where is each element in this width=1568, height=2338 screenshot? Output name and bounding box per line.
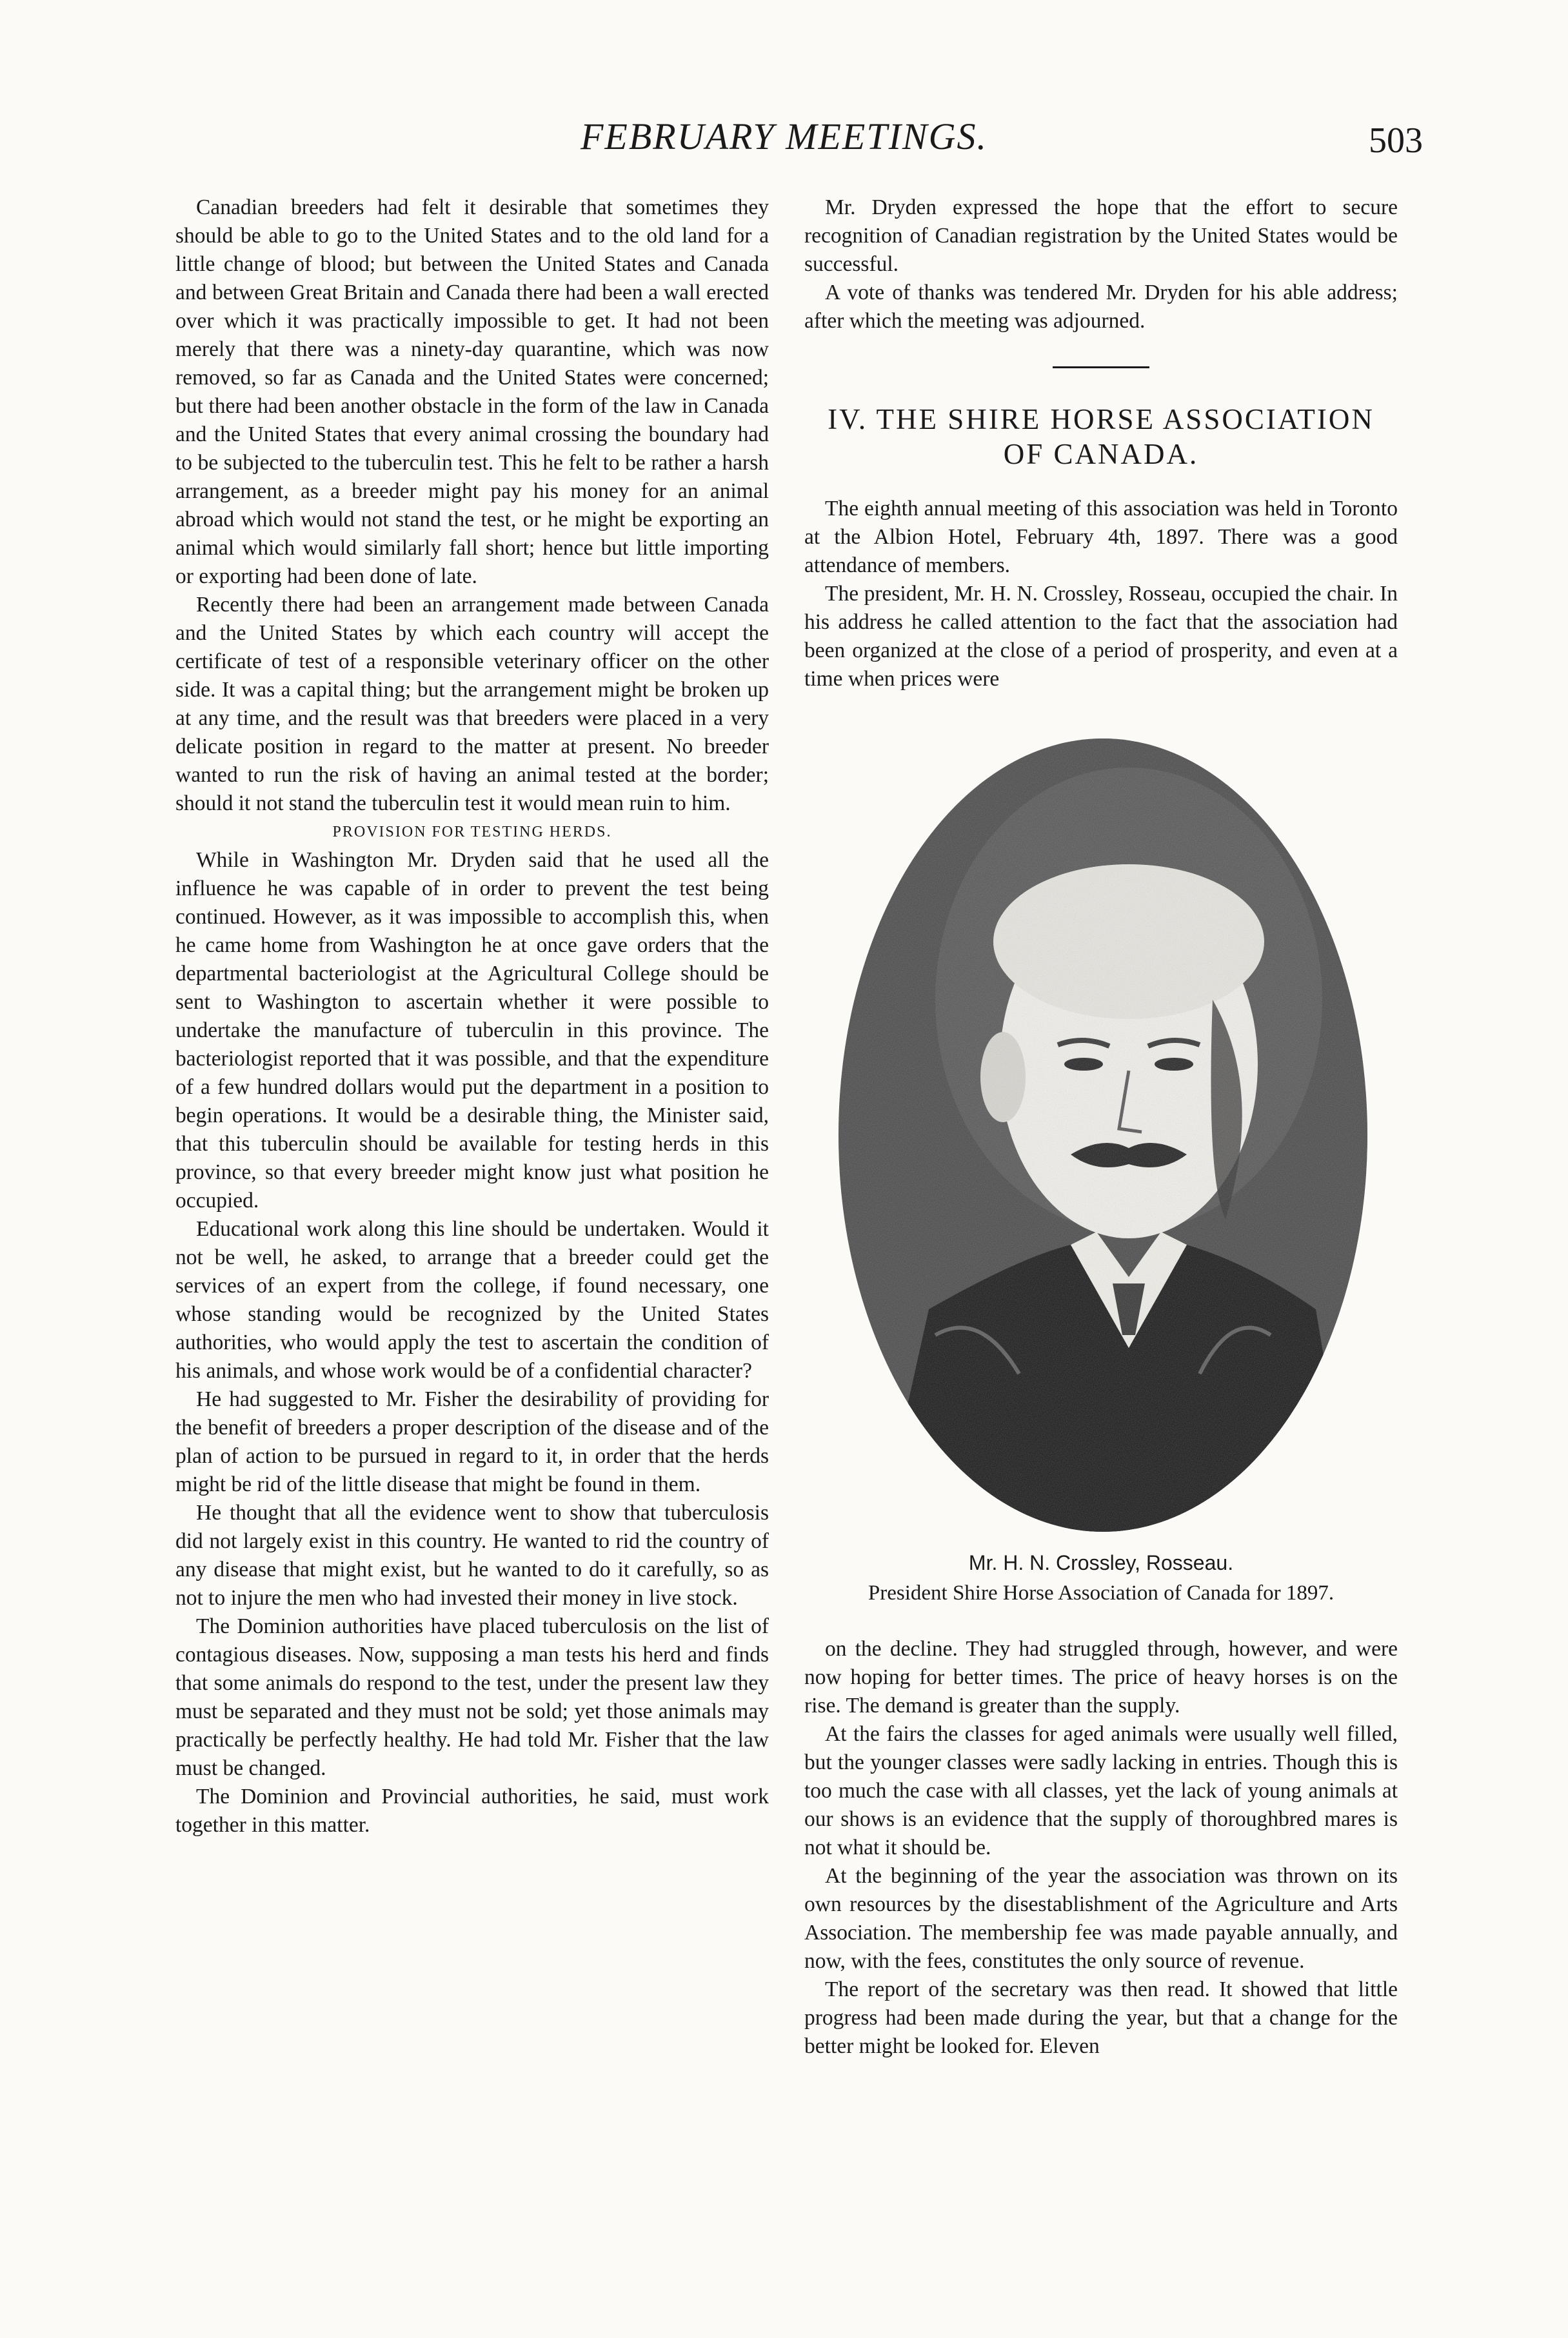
paragraph: Educational work along this line should be undertaken. Would it not be well, he asked, to arrange that a breeder could get the services of an expert from the college, if found necessary, one whose standing would be recognized by the United States authorities, who would apply the test to ascertain the condition of his animals, and whose work would be of a confidential character? bbox=[175, 1217, 769, 1383]
paragraph: The president, Mr. H. N. Crossley, Rosseau, occupied the chair. In his address he called attention to the fact that the association had been organized at the close of a period of prosperity, and even at a time when prices were bbox=[804, 582, 1398, 691]
right-column-top bbox=[804, 193, 1398, 693]
subheading: PROVISION FOR TESTING HERDS. bbox=[332, 824, 612, 840]
paragraph: The Dominion authorities have placed tuberculosis on the list of contagious diseases. Now, supposing a man tests his herd and finds that some animals do respond to the test, under the present law they must be separated and they must not be sold; yet those animals may practically be perfectly healthy. He had told Mr. Fisher that the law must be changed. bbox=[175, 1614, 769, 1780]
paragraph: He had suggested to Mr. Fisher the desirability of providing for the benefit of breeders a proper description of the disease and of the plan of action to be pursued in regard to it, in order that the herds might be rid of the little disease that might be found in them. bbox=[175, 1387, 769, 1496]
paragraph: He thought that all the evidence went to show that tuberculosis did not largely exist in this country. He wanted to rid the country of any disease that might exist, but he wanted to do it carefully, so as not to injure the men who had invested their money in live stock. bbox=[175, 1501, 769, 1610]
left-column bbox=[175, 193, 769, 1839]
paragraph: At the fairs the classes for aged animals were usually well filled, but the younger classes were sadly lacking in entries. Though this is too much the case with all classes, yet the lack of young animals at our shows is an evidence that the supply of thoroughbred mares is not what it should be. bbox=[804, 1722, 1398, 1859]
page-header bbox=[0, 115, 1568, 166]
portrait-caption-title: President Shire Horse Association of Canada for 1897. bbox=[868, 1581, 1335, 1605]
paragraph: At the beginning of the year the association was thrown on its own resources by the disestablishment of the Agriculture and Arts Association. The membership fee was made payable annually, and now, with the fees, constitutes the only source of revenue. bbox=[804, 1864, 1398, 1973]
paragraph: Recently there had been an arrangement made between Canada and the United States by which each country will accept the certificate of test of a responsible veterinary officer on the other side. It was a capital thing; but the arrangement might be broken up at any time, and the result was that breeders were placed in a very delicate position in regard to the matter at present. No breeder wanted to run the risk of having an animal tested at the border; should it not stand the tuberculin test it would mean ruin to him. bbox=[175, 593, 769, 815]
paragraph: While in Washington Mr. Dryden said that he used all the influence he was capable of in order to prevent the test being continued. However, as it was impossible to accomplish this, when he came home from Washington he at once gave orders that the departmental bacteriologist at the Agricultural College should be sent to Washington to ascertain whether it were possible to undertake the manufacture of tuberculin in this province. The bacteriologist reported that it was possible, and that the expenditure of a few hundred dollars would put the department in a position to begin operations. It would be a desirable thing, the Minister said, that this tuberculin should be available for testing herds in this province, so that every breeder might know just what position he occupied. bbox=[175, 848, 769, 1213]
paragraph: A vote of thanks was tendered Mr. Dryden for his able address; after which the meeting was adjourned. bbox=[804, 281, 1398, 333]
paragraph: The report of the secretary was then read. It showed that little progress had been made during the year, but that a change for the better might be looked for. Eleven bbox=[804, 1977, 1398, 2058]
paragraph: Mr. Dryden expressed the hope that the effort to secure recognition of Canadian registration by the United States would be successful. bbox=[804, 195, 1398, 276]
paragraph: on the decline. They had struggled through, however, and were now hoping for better times. The price of heavy horses is on the rise. The demand is greater than the supply. bbox=[804, 1637, 1398, 1718]
right-column-bottom bbox=[804, 1635, 1398, 2061]
paragraph: Canadian breeders had felt it desirable that sometimes they should be able to go to the United States and to the old land for a little change of blood; but between the United States and Canada and between Great Britain and Canada there had been a wall erected over which it was practically impossible to get. It had not been merely that there was a ninety-day quarantine, which was now removed, so far as Canada and the United States were concerned; but there had been another obstacle in the form of the law in Canada and the United States that every animal crossing the boundary had to be subjected to the tuberculin test. This he felt to be rather a harsh arrangement, as a breeder might pay his money for an animal abroad which would not stand the test, or he might be exporting an animal which would similarly fall short; hence but little importing or exporting had been done of late. bbox=[175, 195, 769, 588]
portrait-caption-name: Mr. H. N. Crossley, Rosseau. bbox=[968, 1551, 1234, 1574]
portrait-photo bbox=[826, 729, 1380, 1541]
section-divider bbox=[1053, 366, 1149, 368]
section-heading: IV. THE SHIRE HORSE ASSOCIATION OF CANADA. bbox=[828, 403, 1374, 470]
paragraph: The eighth annual meeting of this association was held in Toronto at the Albion Hotel, February 4th, 1897. There was a good attendance of members. bbox=[804, 497, 1398, 577]
page-number: 503 bbox=[1369, 121, 1423, 161]
running-head: FEBRUARY MEETINGS. bbox=[581, 115, 987, 157]
paragraph: The Dominion and Provincial authorities, he said, must work together in this matter. bbox=[175, 1785, 769, 1837]
